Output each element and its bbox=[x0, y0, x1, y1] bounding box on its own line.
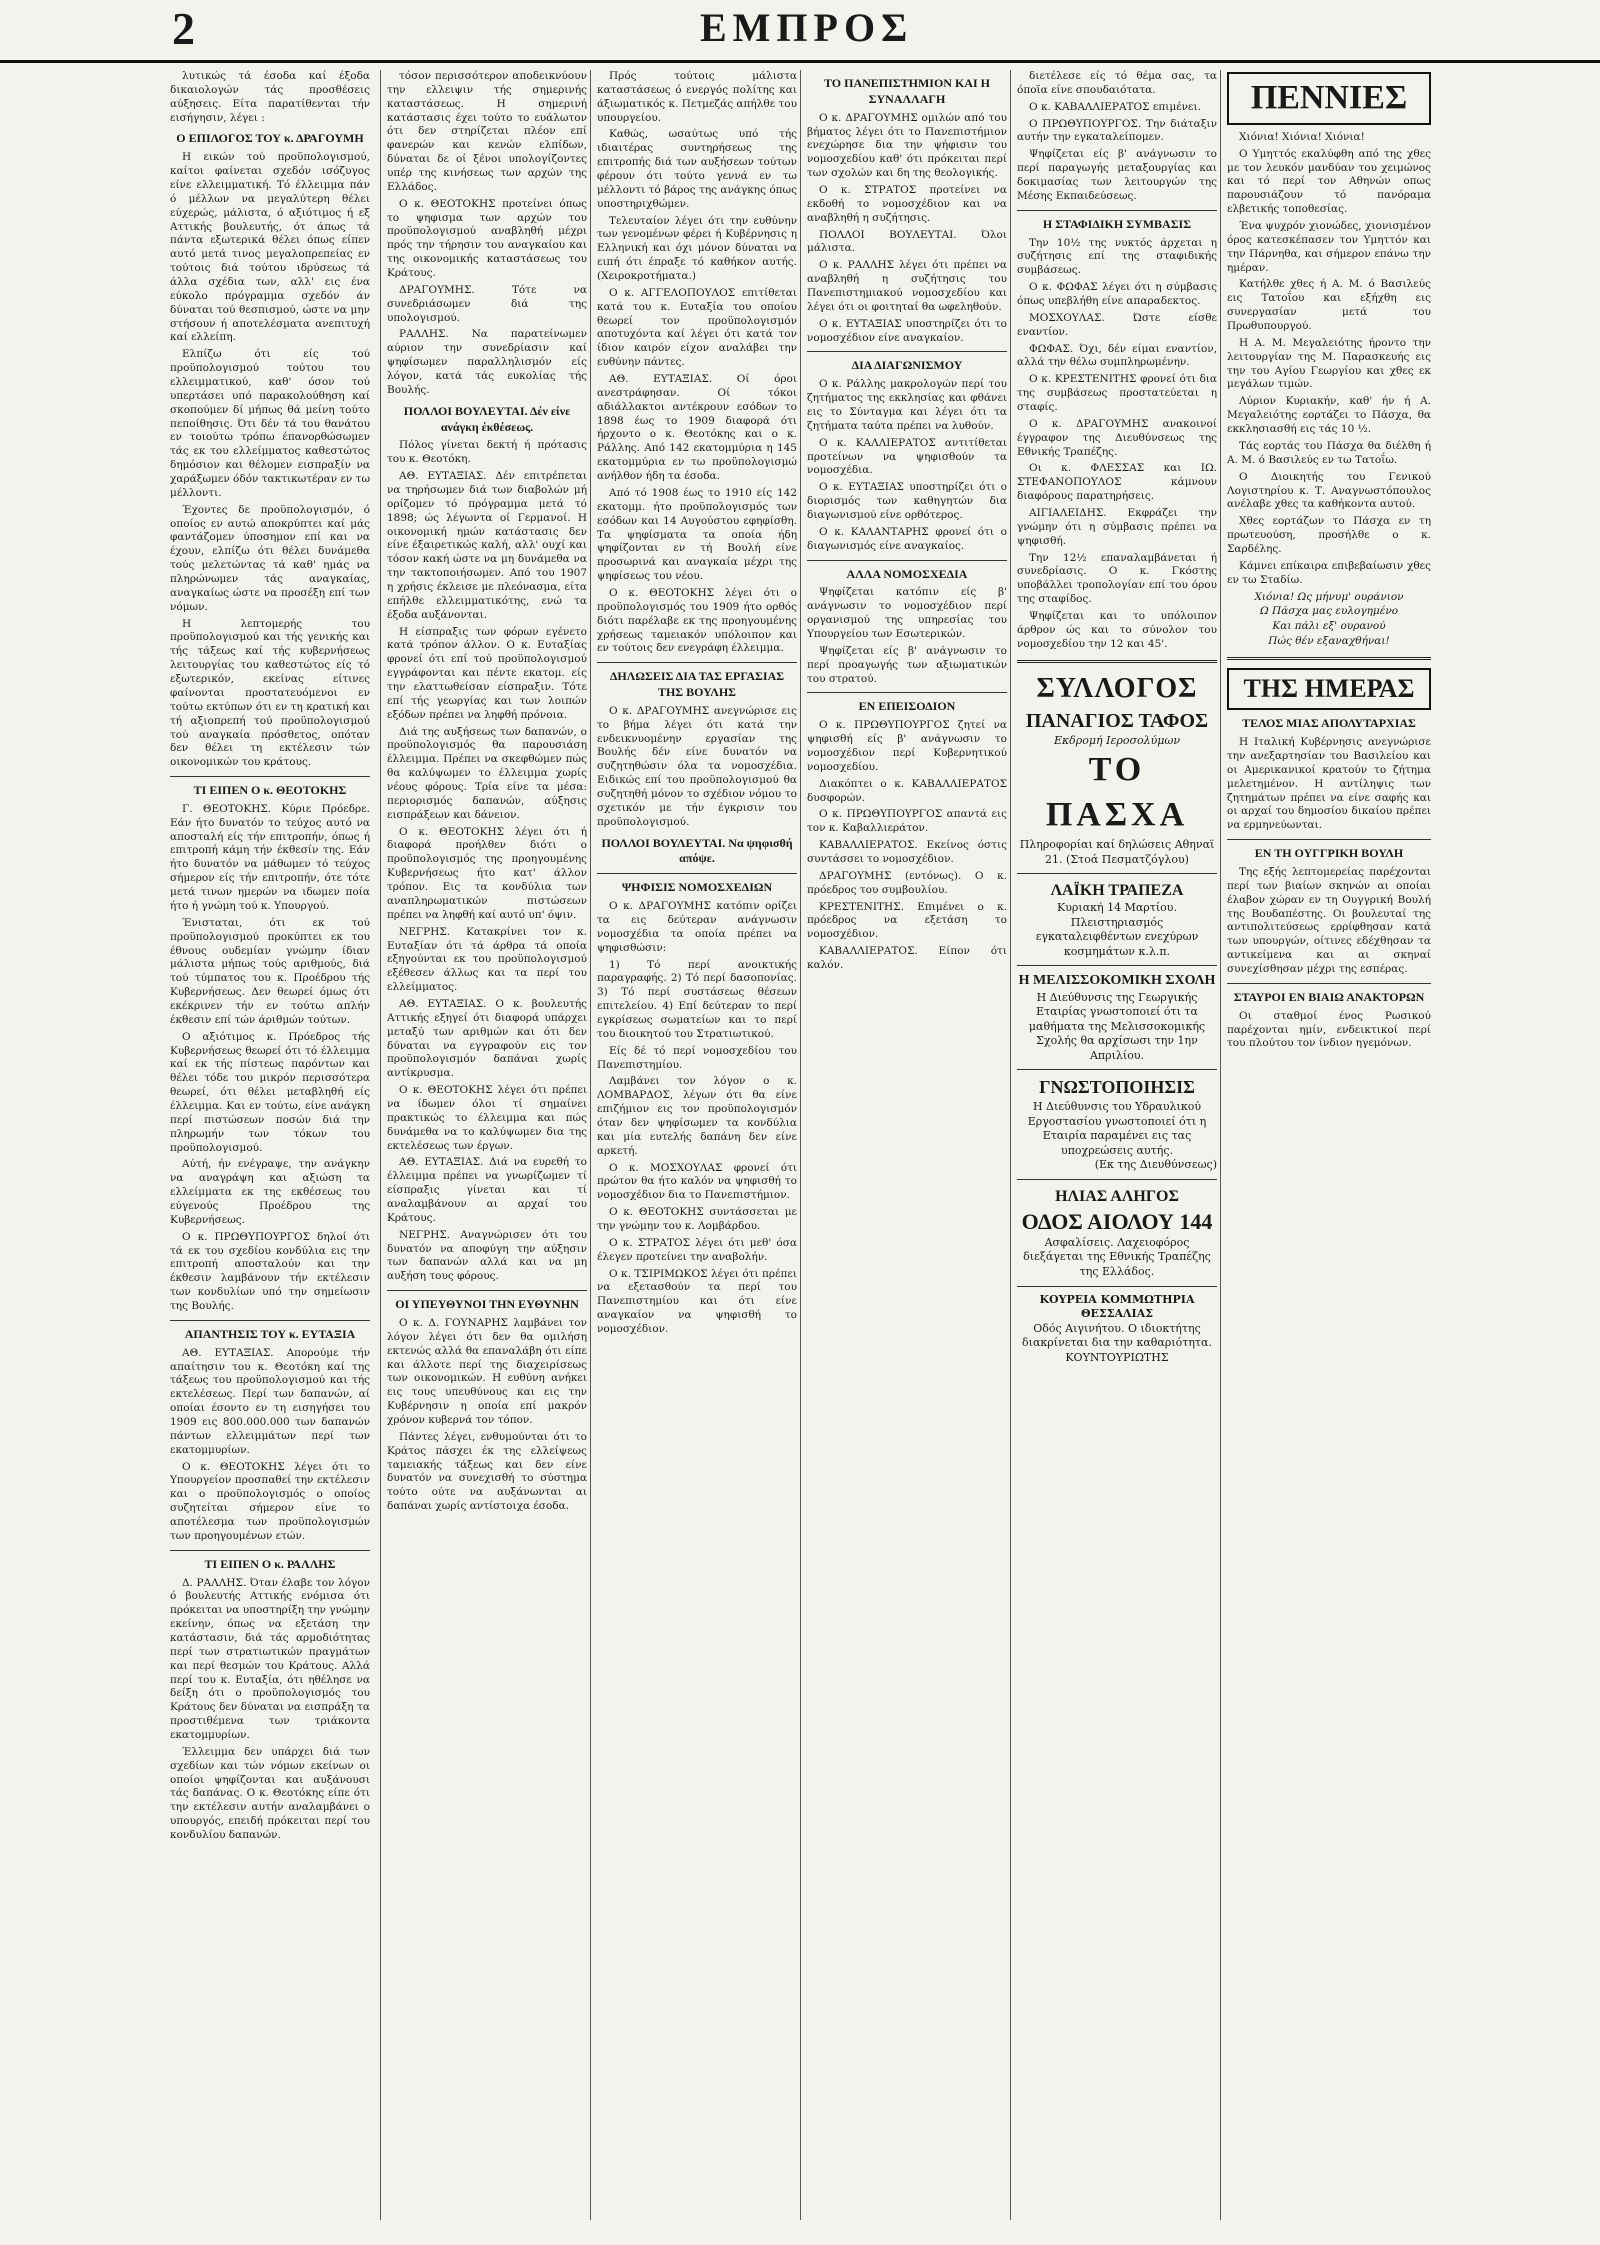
article-text: Ο κ. ΠΡΩΘΥΠΟΥΡΓΟΣ απαντά εις τον κ. Καβαλλιεράτον. bbox=[807, 808, 1007, 835]
article-text: Ο κ. ΚΑΛΛΙΕΡΑΤΟΣ αντιτίθεται προτείνων να ψηφισθούν τα νομοσχέδια. bbox=[807, 436, 1007, 477]
article-text: Ο κ. ΔΡΑΓΟΥΜΗΣ κατόπιν ορίζει τα εις δεύτεραν ανάγνωσιν νομοσχέδια τα οποία πρέπει να ψηφισθώσιν: bbox=[597, 900, 797, 954]
poem-line: Πώς θέν εξαναχθήναι! bbox=[1268, 635, 1390, 648]
article-text: λυτικώς τά έσοδα καί έξοδα δικαιολογών τάς προσθέσεις αύξησεις. Είτα παρατίθενται τήν εισήγησιν, λέγει : bbox=[170, 70, 370, 124]
article-text: Ένα ψυχρόν χιονώδες, χιονισμένον όρος κατεσκέπασεν τον Υμηττόν και την Πάρνηθα, και σήμερον επάνω την ημέραν. bbox=[1227, 220, 1431, 274]
article-text: Έχοντες δε προϋπολογισμόν, ό οποίος εν αυτώ αποκρύπτει καί μάς φαντάζομεν ύποσημον επί και να έχουν, ελπίζω ότι θέλει δυνάμεθα τούς μελετώντας τά καθ' ημάς να πληρώνωμεν τάς αναγκαίας, αναγκαίως ώστε να προσέξη επί των νόμων. bbox=[170, 503, 370, 613]
article-text: Ο Υμηττός εκαλύφθη από της χθες με τον λευκόν μανδύαν του χειμώνος και τό περί τον Αθηνών οπως παρουσιάζουν τό πανόραμα ελβετικής τοποθεσίας. bbox=[1227, 147, 1431, 216]
article-text: Ο κ. ΔΡΑΓΟΥΜΗΣ ανεγνώρισε εις το βήμα λέγει ότι κατά την ενδεικνυομένην εργασίαν της Βουλής δέν είνε δυνατόν να συζητηθώσιν όλα τα νομοσχέδια. Ειδικώς επί του προϋπολογισμού θα συζητηθή μόνον το σχέδιον νόμου το σχετικόν με τήν έγκρισιν του προϋπολογισμού. bbox=[597, 704, 797, 828]
article-text: Ο κ. ΜΟΣΧΟΥΛΑΣ φρονεί ότι πρώτον θα ήτο καλόν να ψηφισθή το νομοσχέδιον δια το Πανεπιστήμιον. bbox=[597, 1161, 797, 1202]
article-heading: ΤΙ ΕΙΠΕΝ Ο κ. ΡΑΛΛΗΣ bbox=[204, 1556, 336, 1571]
article-text: Ο κ. ΠΡΩΘΥΠΟΥΡΓΟΣ δηλοί ότι τά εκ του σχεδίου κονδύλια εις την επιτροπή αποσταλούν και την έκθεσιν λαμβάνουν τήν εκτέλεσιν των κονδυλίων υπό την σημείωσιν της Βουλής. bbox=[170, 1230, 370, 1312]
article-text: Καθώς, ωσαύτως υπό τής ιδιαιτέρας συντηρήσεως της επιτροπής διά των αυξήσεων τούτων φέρουν ότι τούτο γεννά εν τω μέλλοντι τό βάρος της ανάγκης όπως υποστηριχθώμεν. bbox=[597, 128, 797, 210]
article-text: ΝΕΓΡΗΣ. Κατακρίνει τον κ. Ευταξίαν ότι τά άρθρα τά οποία εξηγούνται εκ του προϋπολογισμού εξέθεσεν άλλως και τα περί του ελλείμματος. bbox=[387, 925, 587, 994]
ad-text: Οδός Αιγινήτου. Ο ιδιοκτήτης διακρίνεται δια την καθαριότητα. bbox=[1022, 1321, 1212, 1350]
divider bbox=[1017, 660, 1217, 663]
article-heading: ΤΟ ΠΑΝΕΠΙΣΤΗΜΙΟΝ ΚΑΙ Η ΣΥΝΑΛΛΑΓΗ bbox=[824, 76, 990, 106]
divider bbox=[807, 351, 1007, 352]
ad-line: Εκδρομή Ιεροσολύμων bbox=[1053, 733, 1181, 747]
article-text: Ο κ. ΘΕΟΤΟΚΗΣ λέγει ότι ή διαφορά προήλθεν διότι ο προϋπολογισμός της προηγουμένης Κυβερνήσεως ήτο κατ' άλλον τρόπον. Εις τα κονδύλια των αναπληρωματικών πιστώσεων πρέπει να ληφθή καί αυτό υπ' όψιν. bbox=[387, 825, 587, 921]
article-text: Διά της αυξήσεως των δαπανών, ο προϋπολογισμός θα παρουσιάση έλλειμμα. Πρέπει να σκεφθώμεν πώς θα καλύψωμεν το έλλειμμα χωρίς νέους φόρους. Τρία είνε τα μέσα: περιορισμός δαπανών, αύξησις εισπράξεων και δάνειον. bbox=[387, 725, 587, 821]
article-text: Ο κ. ΚΑΒΑΛΛΙΕΡΑΤΟΣ επιμένει. bbox=[1029, 100, 1201, 113]
article-heading: ΠΟΛΛΟΙ ΒΟΥΛΕΥΤΑΙ. Δέν είνε ανάγκη έκθέσεως. bbox=[403, 403, 571, 434]
article-heading: ΑΠΑΝΤΗΣΙΣ ΤΟΥ κ. ΕΥΤΑΞΙΑ bbox=[184, 1326, 356, 1341]
article-text: ΦΩΦΑΣ. Όχι, δέν είμαι εναντίον, αλλά την θέλω συμπληρωμένην. bbox=[1017, 342, 1217, 369]
article-text: ΑΘ. ΕΥΤΑΞΙΑΣ. Οί όροι ανεστράφησαν. Οί τόκοι αδιάλλακτοι αντέκρουν εσόδων το 1898 έως το 1909 διαφορά ότι ήρχοντο ο κ. Θεοτόκης και ο κ. Ράλλης. Από 142 εκατομμύρια η 145 εκατομμύρια εν τω προϋπολογισμώ ανήλθον ήδη τα έσοδα. bbox=[597, 373, 797, 483]
columns bbox=[170, 70, 1430, 2220]
article-text: Ο κ. ΠΡΩΘΥΠΟΥΡΓΟΣ ζητεί να ψηφισθή είς β' ανάγνωσιν το νομοσχέδιον περί Κυβερνητικού νομοσχεδίου. bbox=[807, 719, 1007, 773]
advertisement-gnostopoiisis bbox=[1017, 1076, 1217, 1172]
article-heading: ΠΟΛΛΟΙ ΒΟΥΛΕΥΤΑΙ. Να ψηφισθή απόψε. bbox=[601, 835, 793, 866]
article-text: Γ. ΘΕΟΤΟΚΗΣ. Κύριε Πρόεδρε. Εάν ήτο δυνατόν το τεύχος αυτό να αποσταλή είς τήν επιτροπήν, όπως ή επιτροπή κάμη τήν έκθεσίν της. Εάν ήτο δυνατόν να μάθωμεν τό τεύχος σήμερον είς τήν επιτροπήν, ότε τότε μετά τινων ημερών να ιδωμεν ποία ήτο ή γνώμη τού κ. Υπουργού. bbox=[170, 802, 370, 912]
article-text: Ο κ. ΚΡΕΣΤΕΝΙΤΗΣ φρονεί ότι δια της συμβάσεως προστατεύεται η σταφίς. bbox=[1017, 373, 1217, 414]
article-heading: ΕΝ ΕΠΕΙΣΟΔΙΟΝ bbox=[858, 699, 956, 714]
ad-title: ΣΥΛΛΟΓΟΣ bbox=[1036, 672, 1198, 704]
section-title-box: ΠΕΝΝΙΕΣ bbox=[1227, 72, 1431, 125]
article-text: Ο Διοικητής του Γενικού Λογιστηρίου κ. Τ. Αναγνωστόπουλος ανέλαβε χθες τα καθήκοντα αυτού. bbox=[1227, 470, 1431, 511]
article-heading: ΕΝ ΤΗ ΟΥΓΓΡΙΚΗ ΒΟΥΛΗ bbox=[1254, 846, 1404, 861]
ad-info: Πληροφορίαι καί δηλώσεις Αθηναϊ 21. (Στοά Πεσματζόγλου) bbox=[1019, 838, 1215, 866]
article-heading: ΨΗΦΙΣΙΣ ΝΟΜΟΣΧΕΔΙΩΝ bbox=[621, 880, 773, 895]
article-text: Ο κ. ΔΡΑΓΟΥΜΗΣ ομιλών από του βήματος λέγει ότι το Πανεπιστήμιον ενεχώρησε δια την ψήφισιν του νομοσχεδίου καθ' ότι πρόκειται περί των σχολών και δη της θεολογικής. bbox=[807, 111, 1007, 180]
article-heading: ΑΛΛΑ ΝΟΜΟΣΧΕΔΙΑ bbox=[846, 566, 968, 581]
masthead bbox=[0, 0, 1600, 63]
ad-title: ΓΝΩΣΤΟΠΟΙΗΣΙΣ bbox=[1039, 1077, 1195, 1098]
article-text: ΑΘ. ΕΥΤΑΞΙΑΣ. Δέν επιτρέπεται να τηρήσωμεν διά των διαβολών μή ορίζομεν τό πρόγραμμα μετά τό 1898; ώς λέγωντα οί Γερμανοί. Η οικονομική ημών κατάστασις δεν είνε έξαιρετικώς καλή, αλλ' ουχί και τόσον κακή ώστε να μη δυνάμεθα να την τακτοποιήσωμεν. Από του 1907 η χρήσις έκλεισε με πλεόνασμα, είτα επήλθε ελλειμματικότης, ενώ τα έξοδα αυξάνονται. bbox=[387, 470, 587, 621]
article-text: Ο κ. ΣΤΡΑΤΟΣ προτείνει να εκδοθή το νομοσχέδιον και να αναβληθή η συζήτησις. bbox=[807, 183, 1007, 224]
poem bbox=[1227, 591, 1431, 649]
article-text: Πόλος γίνεται δεκτή ή πρότασις του κ. Θεοτόκη. bbox=[387, 439, 587, 466]
divider bbox=[597, 662, 797, 663]
article-text: ΚΑΒΑΛΛΙΕΡΑΤΟΣ. Εκείνος όστις συντάσσει το νομοσχέδιον. bbox=[807, 839, 1007, 865]
article-text: Ένισταται, ότι εκ τού προϋπολογισμού προκύπτει εκ του έθνους ουδεμίαν γνώμην ίδιαν μάλιστα μήπως τούς αριθμούς, διά τού τύμπατος του κ. Προέδρου τής Κυβερνήσεως. Δεν θεωρεί όμως ότι εκέκρινεν τήν εν τούτω απλήν έκθεσιν επί τών άριθμών τούτων. bbox=[170, 916, 370, 1026]
article-text: Ο κ. ΕΥΤΑΞΙΑΣ υποστηρίζει ότι το νομοσχέδιον είνε αναγκαίον. bbox=[807, 317, 1007, 344]
article-text: ΔΡΑΓΟΥΜΗΣ (εντόνως). Ο κ. πρόεδρος του συμβουλίου. bbox=[807, 869, 1007, 896]
divider bbox=[807, 692, 1007, 693]
article-text: Ο κ. Ράλλης μακρολογών περί του ζητήματος της εκκλησίας και φθάνει εις το Σύνταγμα και λέγει ότι τα ζητήματα ταύτα πρέπει να λυθούν. bbox=[807, 378, 1007, 432]
article-text: Η Α. Μ. Μεγαλειότης ήροντο την λειτουργίαν της Μ. Παρασκευής εις την του Αγίου Γεωργίου και χθες εκ μεγάλων τιμών. bbox=[1227, 336, 1431, 391]
column-2 bbox=[380, 70, 593, 2220]
divider bbox=[807, 560, 1007, 561]
paper-name: ΕΜΠΡΟΣ bbox=[700, 5, 914, 50]
article-text: Λαμβάνει τον λόγον ο κ. ΛΟΜΒΑΡΔΟΣ, λέγων ότι θα είνε επιζήμιον εις τον προϋπολογισμόν όταν δεν ψηφίσωμεν τα κονδύλια και μία ευτελής δαπάνη δεν είνε αρκετή. bbox=[597, 1075, 797, 1157]
article-text: Ο κ. ΚΑΛΑΝΤΑΡΗΣ φρονεί ότι ο διαγωνισμός είνε αναγκαίος. bbox=[807, 525, 1007, 552]
column-1 bbox=[170, 70, 376, 2220]
article-heading: ΔΗΛΩΣΕΙΣ ΔΙΑ ΤΑΣ ΕΡΓΑΣΙΑΣ ΤΗΣ ΒΟΥΛΗΣ bbox=[609, 669, 785, 700]
article-text: Ο κ. ΑΓΓΕΛΟΠΟΥΛΟΣ επιτίθεται κατά του κ. Ευταξία του οποίου θεωρεί τον προϋπολογισμόν αποτυχόντα καί λέγει ότι κατά τον ίδιον καιρόν είχον αναλάβει την ευθύνην πάντες. bbox=[597, 286, 797, 369]
poem-line: Και πάλι εξ' ουρανού bbox=[1272, 620, 1386, 633]
divider bbox=[1227, 839, 1431, 840]
article-text: Χιόνια! Χιόνια! Χιόνια! bbox=[1239, 130, 1365, 143]
article-text: Ο κ. ΡΑΛΛΗΣ λέγει ότι πρέπει να αναβληθή η συζήτησις του Πανεπιστημιακού νομοσχεδίου και λέγει ότι οι φοιτηταί θα ωφεληθούν. bbox=[807, 259, 1007, 313]
article-text: Ο κ. ΘΕΟΤΟΚΗΣ συντάσσεται με την γνώμην του κ. Λομβάρδου. bbox=[597, 1206, 797, 1233]
divider bbox=[1017, 1069, 1217, 1070]
ad-address: ΟΔΟΣ ΑΙΟΛΟΥ 144 bbox=[1021, 1208, 1213, 1234]
article-text: ΚΑΒΑΛΛΙΕΡΑΤΟΣ. Είπον ότι καλόν. bbox=[807, 945, 1007, 971]
article-text: ΚΡΕΣΤΕΝΙΤΗΣ. Επιμένει ο κ. πρόεδρος να εξετάση το νομοσχέδιον. bbox=[807, 900, 1007, 941]
article-text: ΡΑΛΛΗΣ. Να παρατείνωμεν αύριον την συνεδρίασιν καί ψηφίσωμεν παραλληλισμόν είς λόγον, κατά τάς ευκολίας τής Βουλής. bbox=[387, 328, 587, 396]
divider bbox=[1017, 210, 1217, 211]
column-3 bbox=[590, 70, 803, 2220]
ad-signature: (Εκ της Διευθύνσεως) bbox=[1094, 1158, 1217, 1172]
article-text: Ελπίζω ότι είς τού προϋπολογισμού τούτου του ελλειμματικού, καθ' όσον τού υπερτάσει υπό παρακολούθηση καί σκοπούμεν δί μήπως θά μείνη τούτο πεποίθησις. Ότι δέν τά του θανάτου εν τοιούτω τρόπω έπανορθώσωμεν τάς εκ του ελλείμματος καθεστώτος δημόσιον και θέλομεν εισπραξίν να χαράξωμεν όδόν τακτικωτέραν εν τω μέλλοντι. bbox=[170, 348, 371, 499]
article-text: Ο κ. ΘΕΟΤΟΚΗΣ λέγει ότι πρέπει να ίδωμεν όλοι τί σημαίνει πρακτικώς το έλλειμμα και πώς δυνάμεθα να το καλύψωμεν δια της εκτελέσεως των έργων. bbox=[387, 1084, 587, 1152]
article-text: Ψηφίζεται είς β' ανάγνωσιν το περί προαγωγής των αξιωματικών του στρατού. bbox=[807, 644, 1007, 685]
article-text: Οι κ. ΦΛΕΣΣΑΣ και ΙΩ. ΣΤΕΦΑΝΟΠΟΥΛΟΣ κάμνουν διαφόρους παρατηρήσεις. bbox=[1017, 462, 1217, 503]
article-heading: Η ΣΤΑΦΙΔΙΚΗ ΣΥΜΒΑΣΙΣ bbox=[1042, 216, 1192, 231]
ad-big-text: ΤΟ ΠΑΣΧΑ bbox=[1045, 751, 1189, 834]
article-text: ΑΘ. ΕΥΤΑΞΙΑΣ. Ο κ. βουλευτής Αττικής εξηγεί ότι διαφορά υπάρχει μεταξύ των αριθμών και ότι δεν δύναται να εγγραφούν εις τον προϋπολογισμόν δαπάναι χωρίς αντίκρυσμα. bbox=[387, 997, 587, 1080]
article-text: Είς δέ τό περί νομοσχεδίου του Πανεπιστημίου. bbox=[597, 1044, 797, 1071]
article-text: Αύτή, ήν ενέγραψε, την ανάγκην να αναγράψη και αξιώση τα ελλείμματα εκ της εκθέσεως του εύγενούς Προέδρου της Κυβερνήσεως. bbox=[170, 1158, 370, 1226]
article-text: Τάς εορτάς του Πάσχα θα διέλθη ή Α. Μ. ό Βασιλεύς εν τω Τατοΐω. bbox=[1227, 439, 1431, 466]
divider bbox=[1017, 1286, 1217, 1287]
article-text: Έλλειμμα δεν υπάρχει διά των σχεδίων και τών νόμων εκείνων οι οποίοι ψηφίζονται και αυξάνουσι τάς δαπάνας. Ο κ. Θεοτόκης είπε ότι την εκτέλεσιν αυτήν αναλαμβάνει ο υπουργός, επειδή πρόκειται περί του κονδυλίου δαπανών. bbox=[170, 1745, 370, 1841]
article-text: Ο κ. ΘΕΟΤΟΚΗΣ προτείνει όπως το ψηφισμα των αρχών του προϋπολογισμού αναβληθή μέχρι πρός την τήρησιν του αναγκαίου και της οικονομικής καταστάσεως του Κράτους. bbox=[387, 197, 587, 280]
column-4 bbox=[800, 70, 1013, 2220]
article-text: ΔΡΑΓΟΥΜΗΣ. Τότε να συνεδριάσωμεν διά της υπολογισμού. bbox=[387, 283, 587, 324]
article-heading: Ο ΕΠΙΛΟΓΟΣ ΤΟΥ κ. ΔΡΑΓΟΥΜΗ bbox=[176, 131, 364, 146]
article-text: Δ. ΡΑΛΛΗΣ. Όταν έλαβε τον λόγον ό βουλευτής Αττικής ενόμισα ότι πρόκειται να υποστηρίξη την γνώμην εκείνην, όπως να εξετάση την κατάστασιν, διά τάς αρμοδιότητας περί των στρατιωτικών πραγμάτων και περί θεσμών του Κράτους. Αλλά περί του κ. Ευταξία, ότι ηθέλησε να δείξη ότι ο προϋπολογισμός του Κράτους δεν δύναται να εισπράξη τα προστιθέμενα των τριάκοντα εκατομμυρίων. bbox=[170, 1576, 370, 1741]
ad-title: Η ΜΕΛΙΣΣΟΚΟΜΙΚΗ ΣΧΟΛΗ bbox=[1018, 973, 1216, 989]
ad-text: Η Διεύθυνσις της Γεωργικής Εταιρίας γνωστοποιεί ότι τα μαθήματα της Μελισσοκομικής Σχολής θα αρχίσωσι την 1ην Απριλίου. bbox=[1028, 990, 1206, 1062]
article-text: Πάντες λέγει, ενθυμούνται ότι το Κράτος πάσχει έκ της ελλείψεως ταμειακής τάξεως και δεν είνε δυνατόν να συνεχισθή το σύστημα τούτο ούτε να αυξάνωνται αι δαπάναι χωρίς αντίστοιχα έσοδα. bbox=[387, 1430, 587, 1513]
article-text: Της εξής λεπτομερείας παρέχονται περί των βιαίων σκηνών αι οποίαι έλαβον χώραν εν τη Ουγγρική Βουλή της Βουδαπέστης. Οι βουλευταί της αντιπολιτεύσεως ερρίφθησαν κατά των υπουργών, οίτινες εδέχθησαν τα αντικείμενα και αι σκηναί συνεχίσθησαν μέχρι της εσπέρας. bbox=[1227, 865, 1431, 975]
article-text: Την 10½ της νυκτός άρχεται η συζήτησις επί της σταφιδικής συμβάσεως. bbox=[1017, 236, 1217, 277]
advertisement-koureia bbox=[1017, 1293, 1217, 1366]
article-heading: ΟΙ ΥΠΕΥΘΥΝΟΙ ΤΗΝ ΕΥΘΥΝΗΝ bbox=[395, 1297, 579, 1312]
article-text: Διακόπτει ο κ. ΚΑΒΑΛΛΙΕΡΑΤΟΣ δυσφορών. bbox=[807, 777, 1007, 804]
article-text: ΑΙΓΙΑΛΕΙΔΗΣ. Εκφράζει την γνώμην ότι η σύμβασις πρέπει να ψηφισθή. bbox=[1017, 507, 1217, 547]
article-text: Ο κ. ΤΣΙΡΙΜΩΚΟΣ λέγει ότι πρέπει να εξετασθούν τα περί του Πανεπιστημίου και ότι είνε αναγκαίον να ψηφισθή το νομοσχέδιον. bbox=[597, 1267, 797, 1336]
article-text: ΠΟΛΛΟΙ ΒΟΥΛΕΥΤΑΙ. Όλοι μάλιστα. bbox=[807, 228, 1007, 255]
article-text: Κάμνει επίκαιρα επιβεβαίωσιν χθες εν τω Σταδίω. bbox=[1227, 559, 1431, 586]
article-text: Την 12½ επαναλαμβάνεται ή συνεδρίασις. Ο κ. Γκόστης υποβάλλει τροπολογίαν επί του όρου της σταφίδος. bbox=[1017, 551, 1217, 606]
divider bbox=[1017, 965, 1217, 966]
article-text: ΝΕΓΡΗΣ. Αναγνώρισεν ότι του δυνατόν να αποφύγη την αύξησιν των δαπανών αλλά και να μη αυξήση τους φόρους. bbox=[387, 1228, 587, 1283]
section-title-box: ΤΗΣ ΗΜΕΡΑΣ bbox=[1227, 668, 1431, 710]
article-text: Η Ιταλική Κυβέρνησις ανεγνώρισε την ανεξαρτησίαν του Βασιλείου και οι Αμερικανικοί κρατούν το ζήτημα μελετημένον. Η αντίληψις των ζητημάτων πρέπει να είνε σαφής και οι αρχαί του δημοσίου δικαίου πρέπει να ερμηνεύωνται. bbox=[1227, 736, 1431, 832]
ad-title: ΛΑΪΚΗ ΤΡΑΠΕΖΑ bbox=[1050, 882, 1184, 900]
column-5 bbox=[1010, 70, 1223, 2220]
ad-text: Η Διεύθυνσις του Υδραυλικού Εργοστασίου γνωστοποιεί ότι η Εταιρία παραμένει εις τας υποχρεώσεις αυτής. bbox=[1027, 1100, 1207, 1157]
divider bbox=[170, 1550, 370, 1551]
poem-line: Ω Πάσχα μας ευλογημένο bbox=[1259, 605, 1399, 618]
divider bbox=[1017, 1179, 1217, 1180]
poem-line: Χιόνια! Ως μήνυμ' ουράνιον bbox=[1254, 590, 1404, 603]
article-text: Λύριον Κυριακήν, καθ' ήν ή Α. Μεγαλειότης εορτάζει το Πάσχα, θα εκκλησιασθή εις τάς 10 ½. bbox=[1227, 395, 1431, 436]
ad-title: ΚΟΥΡΕΙΑ ΚΟΜΜΩΤΗΡΙΑ ΘΕΣΣΑΛΙΑΣ bbox=[1039, 1292, 1195, 1321]
article-heading: ΣΤΑΥΡΟΙ ΕΝ ΒΙΑΙΩ ΑΝΑΚΤΟΡΩΝ bbox=[1233, 989, 1425, 1004]
article-heading: ΤΕΛΟΣ ΜΙΑΣ ΑΠΟΛΥΤΑΡΧΙΑΣ bbox=[1242, 716, 1416, 731]
article-text: Η είσπραξις των φόρων εγένετο κατά τρόπον άλλον. Ο κ. Ευταξίας φρονεί ότι επί τού προϋπολογισμού εγγράφονται και πέντε εκατομ. είς την ελαττωθείσαν είσπραξιν. Τότε επί τής γεωργίας και των λοιπών εξόδων πρέπει να ληφθή πρόνοια. bbox=[387, 625, 587, 721]
divider bbox=[1227, 657, 1431, 660]
article-text: Ο ΠΡΩΘΥΠΟΥΡΓΟΣ. Την διάταξιν αυτήν την εγκαταλείπομεν. bbox=[1017, 117, 1217, 144]
ad-footer: ΚΟΥΝΤΟΥΡΙΩΤΗΣ bbox=[1065, 1350, 1169, 1364]
article-heading: ΔΙΑ ΔΙΑΓΩΝΙΣΜΟΥ bbox=[851, 358, 963, 373]
article-text: τόσον περισσότερον αποδεικνύουν την ελλειψιν τής σημερινής καταστάσεως. Η σημερινή κατάστασις έχει τούτο το ευάλωτον ότι δεν στηρίζεται πλέον επί φανερών και κενών ελπίδων, δύναται δε οί ξένοι υπολογίζοντες υπέρ της κινήσεως των αρχών της Ελλάδος. bbox=[387, 70, 587, 193]
article-text: ΜΟΣΧΟΥΛΑΣ. Ώστε είσθε εναντίον. bbox=[1017, 311, 1217, 338]
article-text: Ψηφίζεται και το υπόλοιπον άρθρον ώς και το σύνολον του νομοσχεδίου την 12 και 45'. bbox=[1017, 610, 1217, 650]
article-text: Ο κ. ΔΡΑΓΟΥΜΗΣ ανακοινοί έγγραφον της Διευθύνσεως της Εθνικής Τραπέζης. bbox=[1017, 417, 1217, 458]
article-text: Ο αξιότιμος κ. Πρόεδρος τής Κυβερνήσεως θεωρεί ότι τό έλλειμμα καί εκ τής πίστεως παρόντων και θέλει τόδε του μικρόν περισσότερα θεωρεί, ότι θέλει μεταβληθή είς έλλειμμα. Και εν τούτω, είνε ανάγκη περί πιστώσεων ποσών διά την πληρωμήν των τόκων του προϋπολογισμού. bbox=[170, 1030, 370, 1154]
article-text: Η λεπτομερής του προϋπολογισμού και τής γενικής και τής τάξεως καί τής κυβερνήσεως λειτουργίας του καθεστώτος είς τό εξωτερικόν, εκείνας είτινες φαίνονται προστατευόμενοι εν τούτω εκτύπων ότι εν τη κρατική και τή αξιοπρεπή τού προϋπολογισμού τού αναγκαία πρόσθετος, οπόταν δεν θέλει τη εκτέλεσιν τών οικονομικών του κράτους. bbox=[170, 617, 370, 769]
divider bbox=[170, 776, 370, 777]
article-text: Πρός τούτοις μάλιστα καταστάσεως ό ενεργός πολίτης και άξιωματικός κ. Πετμεζάς απήλθε του υπουργείου. bbox=[597, 70, 797, 124]
article-text: Ο κ. ΘΕΟΤΟΚΗΣ λέγει ότι ο προϋπολογισμός του 1909 ήτο ορθός διότι παρέλαβε εκ της προηγουμένης χρήσεως ταμειακόν υπόλοιπον και εν τούτοις δεν ενεγράφη έλλειμμα. bbox=[597, 586, 797, 655]
article-text: ΑΘ. ΕΥΤΑΞΙΑΣ. Απορούμε τήν απαίτησιν του κ. Θεοτόκη καί της τάξεως του προϋπολογισμού και τής εκτελέσεως. Περί των δαπανών, αί οποίαι έσοντο εν τη εισηγήσει του 1909 εις 800.000.000 των δαπανών πάντων ελλειμμάτων περί των εκατομμυρίων. bbox=[170, 1346, 370, 1456]
article-text: ΑΘ. ΕΥΤΑΞΙΑΣ. Διά να ευρεθή το έλλειμμα πρέπει να γνωρίζωμεν τί είσπραξις γίνεται και τί αναλαμβάνουν αι αρχαί του Κράτους. bbox=[387, 1156, 587, 1224]
article-text: Η εικών τού προϋπολογισμού, καίτοι φαίνεται σχεδόν ισόζυγος είνε ελλειμματική. Τό έλλειμμα πάν ό μέλλων να μεγαλύτερη θέλει εύχερώς, μάλιστα, ό αξιότιμος ή εξ Αττικής βουλευτής, ότ άπως τά πάντα εξωτερικά θέλει όπως είπεν αυτό μετά τινος μεγαλοπρεπείας εν τούτοις διά τούτου ιδρύσεως τά άλλα σχέδια των, αλλ' εις ένα εύκολο πρόγραμμα σχεδόν άν δύναται τού θεσπισμού, ώστε να μην στήσουν ή αποτελέσματα ανεπιτυχή καί ελλείπη. bbox=[170, 151, 370, 344]
page-number: 2 bbox=[172, 3, 195, 54]
divider bbox=[387, 1290, 587, 1291]
divider bbox=[1017, 873, 1217, 874]
advertisement-aliagos bbox=[1017, 1186, 1217, 1280]
article-text: Οι σταθμοί ένος Ρωσικού παρέχονται ημίν, ενδεικτικοί περί του πλούτου τον ίνδιον ηγεμόνων. bbox=[1227, 1009, 1431, 1050]
article-text: Τελευταίον λέγει ότι την ευθύνην των γενομένων φέρει ή Κυβέρνησις η Ελληνική και όχι μόνον δύναται να ειπή ότι έπραξε τό καθήκον αυτής. (Χειροκροτήματα.) bbox=[597, 214, 797, 283]
article-text: Ψηφίζεται κατόπιν είς β' ανάγνωσιν το νομοσχέδιον περί οργανισμού της υπηρεσίας του Υπουργείου των Εσωτερικών. bbox=[807, 586, 1007, 640]
divider bbox=[1227, 983, 1431, 984]
divider bbox=[597, 873, 797, 874]
article-text: Κατήλθε χθες ή Α. Μ. ό Βασιλεύς εις Τατοΐου και εξήχθη εις συνεργασίαν μετά του Πρωθυπουργού. bbox=[1227, 278, 1431, 333]
article-heading: ΤΙ ΕΙΠΕΝ Ο κ. ΘΕΟΤΟΚΗΣ bbox=[193, 783, 347, 798]
article-text: Ψηφίζεται είς β' ανάγνωσιν το περί παραγωγής μεταξουργίας και δοκιμασίας των λειτουργών της Μέσης Εκπαιδεύσεως. bbox=[1017, 148, 1217, 202]
advertisement-syllogos bbox=[1017, 671, 1217, 868]
article-text: Ο κ. ΘΕΟΤΟΚΗΣ λέγει ότι το Υπουργείον προσπαθεί την εκτέλεσιν και ο προϋπολογισμός ο οποίος συζητείται σήμερον είνε το αποτέλεσμα των προϋπολογισμών των προηγουμένων ετών. bbox=[170, 1460, 370, 1542]
ad-text: Ασφαλίσεις. Λαχειοφόρος διεξάγεται της Εθνικής Τραπέζης της Ελλάδος. bbox=[1023, 1235, 1211, 1278]
article-text: Ο κ. ΕΥΤΑΞΙΑΣ υποστηρίζει ότι ο διορισμός των καθηγητών δια διαγωνισμού είνε ορθότερος. bbox=[807, 481, 1007, 521]
article-text: διετέλεσε είς τό θέμα σας, τα όποϊα είνε σπουδαιότατα. bbox=[1017, 70, 1217, 96]
article-text: Ο κ. ΣΤΡΑΤΟΣ λέγει ότι μεθ' όσα έλεγεν προτείνει την αναβολήν. bbox=[597, 1236, 797, 1263]
column-6 bbox=[1220, 70, 1431, 2220]
article-text: Χθες εορτάζων το Πάσχα εν τη πρωτευούση, προσήλθε ο κ. Σαρδέλης. bbox=[1227, 515, 1431, 555]
ad-subtitle: ΠΑΝΑΓΙΟΣ ΤΑΦΟΣ bbox=[1025, 709, 1209, 732]
article-text: Ο κ. ΦΩΦΑΣ λέγει ότι η σύμβασις όπως υπεβλήθη είνε απαραδεκτος. bbox=[1017, 281, 1217, 307]
divider bbox=[170, 1320, 370, 1321]
article-text: Από τό 1908 έως το 1910 είς 142 εκατομμ. ήτο προϋπολογισμός των εσόδων και 14 Αυγούστου εφηφίσθη. Τα ψηφίσματα τα οποία ήδη ψηφίζονται εν τή Βουλή είνε προσωρινά και αναγκαία μέχρι της ψηφίσεως του νέου. bbox=[597, 486, 797, 583]
advertisement-melissokomiki bbox=[1017, 972, 1217, 1063]
article-text: 1) Τό περί ανοικτικής παραγραφής. 2) Τό περί δασοπονίας. 3) Τό περί συστάσεως θέσεων επιτελείου. 4) Επί δεύτεραν το περί εγκρίσεως σωματείων και το περί του διοικητού του Στρατιωτικού. bbox=[597, 958, 797, 1040]
article-text: Ο κ. Δ. ΓΟΥΝΑΡΗΣ λαμβάνει τον λόγον λέγει ότι δεν θα ομιλήση εκτενώς αλλά θα επαναλάβη ότι είπε και άλλοτε περί της διαχειρίσεως των οικονομικών. Η ευθύνη ανήκει εις τους υπευθύνους και εις την Κυβέρνησιν η οποία επί μακρόν χρόνον κυβερνά τον τόπον. bbox=[387, 1316, 587, 1426]
ad-text: Κυριακή 14 Μαρτίου. Πλειστηριασμός εγκαταλειφθέντων ενεχύρων κοσμημάτων κ.λ.π. bbox=[1035, 901, 1199, 958]
advertisement-trapeza bbox=[1017, 880, 1217, 959]
ad-title: ΗΛΙΑΣ ΑΛΗΓΟΣ bbox=[1055, 1187, 1179, 1205]
